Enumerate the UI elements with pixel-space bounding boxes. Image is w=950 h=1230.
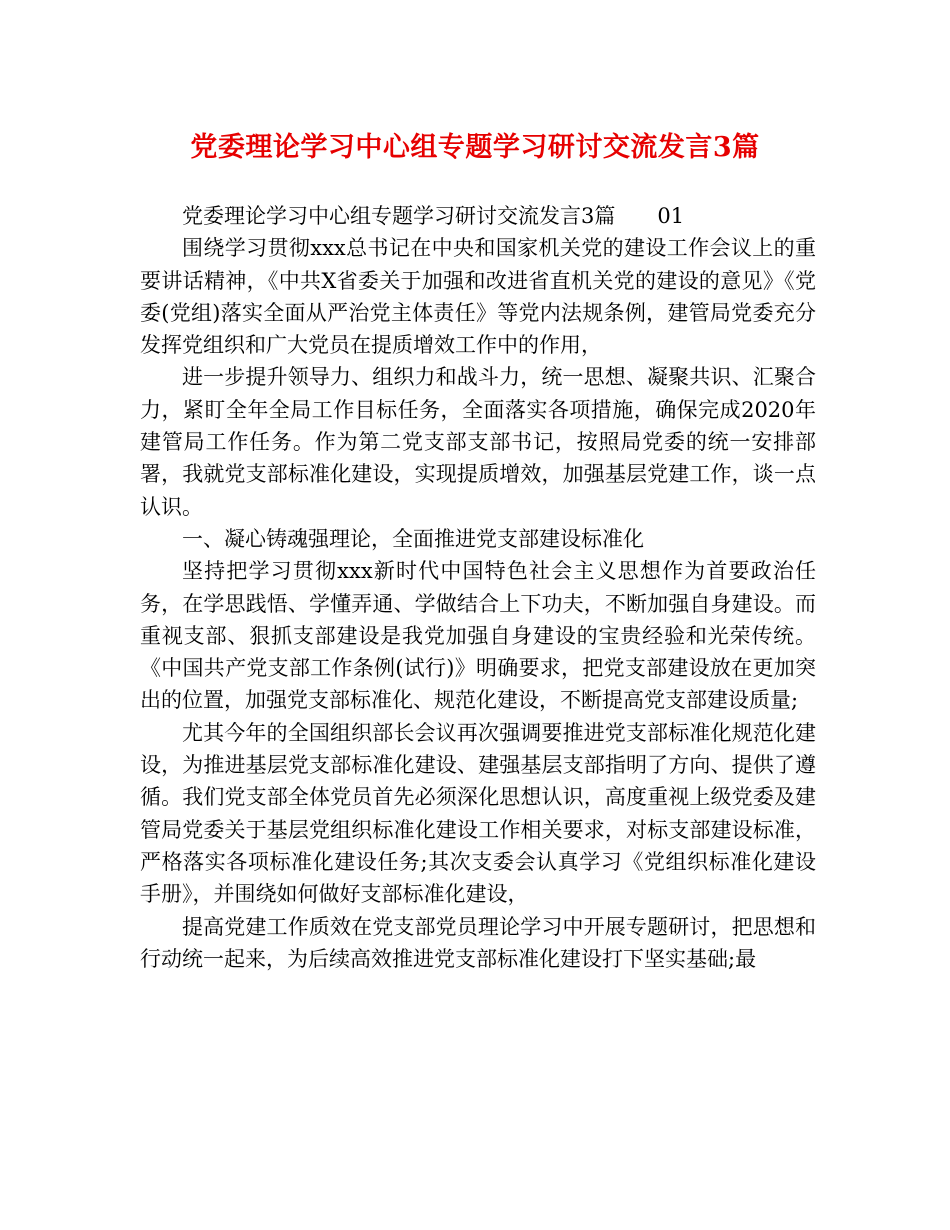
paragraph-2: 进一步提升领导力、组织力和战斗力，统一思想、凝聚共识、汇聚合力，紧盯全年全局工作目标任务，全面落实各项措施，确保完成2020年建管局工作任务。作为第二党支部支部书记，按照局党委的统一安排部署，我就党支部标准化建设，实现提质增效，加强基层党建工作，谈一点认识。 xyxy=(140,365,816,519)
paragraph-3: 坚持把学习贯彻xxx新时代中国特色社会主义思想作为首要政治任务，在学思践悟、学懂弄通、学做结合上下功夫，不断加强自身建设。而重视支部、狠抓支部建设是我党加强自身建设的宝贵经验和光荣传统。《中国共产党支部工作条例(试行)》明确要求，把党支部建设放在更加突出的位置，加强党支部标准化、规范化建设，不断提高党支部建设质量; xyxy=(140,559,816,713)
document-title: 党委理论学习中心组专题学习研讨交流发言3篇 xyxy=(190,132,760,163)
paragraph-5: 提高党建工作质效在党支部党员理论学习中开展专题研讨，把思想和行动统一起来，为后续高效推进党支部标准化建设打下坚实基础;最 xyxy=(140,914,816,971)
paragraph-4: 尤其今年的全国组织部长会议再次强调要推进党支部标准化规范化建设，为推进基层党支部标准化建设、建强基层支部指明了方向、提供了遵循。我们党支部全体党员首先必须深化思想认识，高度重视上级党委及建管局党委关于基层党组织标准化建设工作相关要求，对标支部建设标准，严格落实各项标准化建设任务;其次支委会认真学习《党组织标准化建设手册》，并围绕如何做好支部标准化建设， xyxy=(140,720,816,907)
section-heading-1: 一、凝心铸魂强理论，全面推进党支部建设标准化 xyxy=(182,526,644,551)
document-body xyxy=(140,200,816,975)
paragraph-1: 围绕学习贯彻xxx总书记在中央和国家机关党的建设工作会议上的重要讲话精神，《中共X省委关于加强和改进省直机关党的建设的意见》《党委(党组)落实全面从严治党主体责任》等党内法规条例，建管局党委充分发挥党组织和广大党员在提质增效工作中的作用， xyxy=(140,236,816,358)
document-subtitle: 党委理论学习中心组专题学习研讨交流发言3篇 01 xyxy=(182,204,685,228)
